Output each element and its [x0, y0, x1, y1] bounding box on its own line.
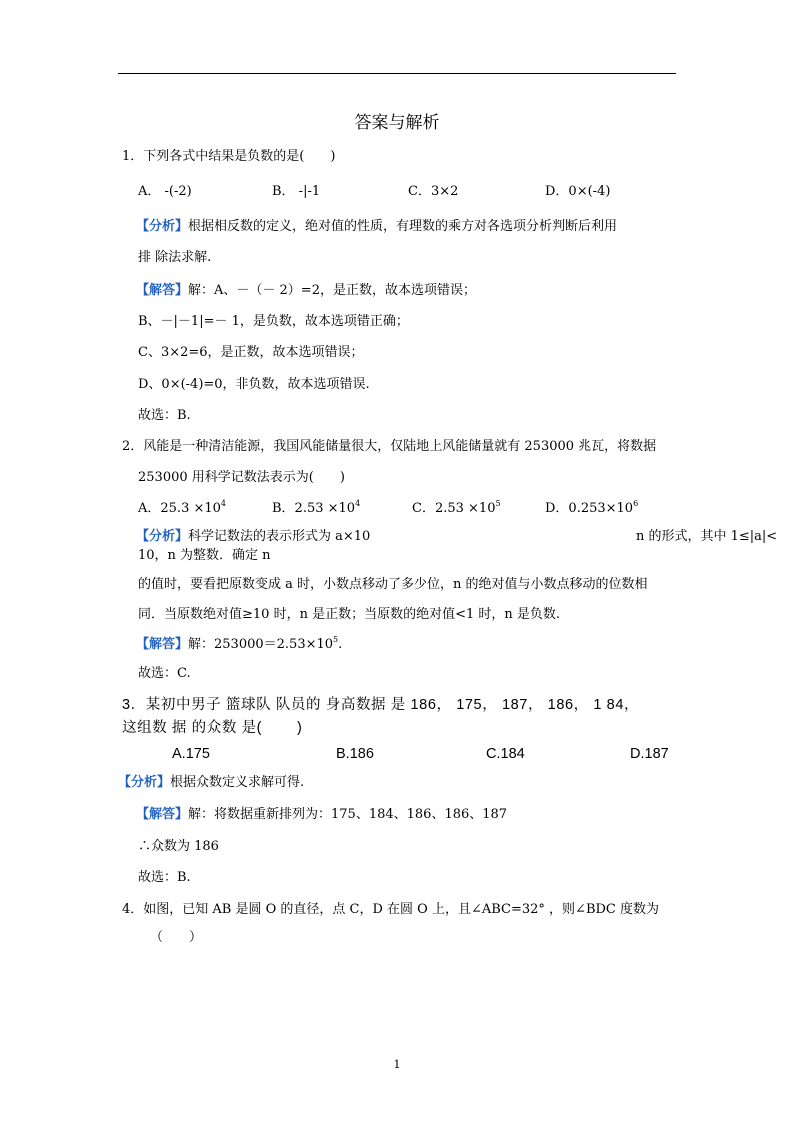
- q4-stem-1: 4．如图，已知 AB 是圆 O 的直径，点 C，D 在圆 O 上，且∠ABC=32° ，则∠BDC 度数为: [122, 902, 659, 917]
- q1-answer-text-4: D、0×(-4)=0，非负数，故本选项错误.: [138, 377, 370, 392]
- analysis-tag: 【分析】: [118, 775, 171, 790]
- q1-answer-text-3: C、3×2=6，是正数，故本选项错误；: [138, 345, 364, 360]
- answer-tag: 【解答】: [136, 807, 189, 822]
- q3-analysis: [118, 774, 304, 792]
- q2-option-a: [138, 500, 226, 518]
- q2-analysis-text-4: 同．当原数绝对值≥10 时，n 是正数；当原数的绝对值<1 时，n 是负数.: [138, 607, 561, 622]
- q2-option-a-exponent: 4: [220, 499, 226, 508]
- q2-option-d-exponent: 6: [633, 499, 639, 508]
- q2-stem-1: 2．风能是一种清洁能源，我国风能储量很大，仅陆地上风能储量就有 253000 兆瓦，将数据: [122, 439, 657, 454]
- q1-answer-text-1: 解：A、－（－ 2）=2，是正数，故本选项错误；: [188, 283, 476, 298]
- q2-analysis: [136, 528, 370, 546]
- q1-analysis: [136, 218, 617, 236]
- q2-option-b-text: B．2.53 ×10: [272, 501, 356, 516]
- q3-choice: 故选：B.: [138, 870, 191, 885]
- q1-answer-text-2: B、－|－1|=－ 1，是负数，故本选项错正确；: [138, 314, 409, 329]
- analysis-tag: 【分析】: [136, 219, 189, 234]
- q2-choice: 故选：C.: [138, 666, 191, 681]
- q3-option-d: D.187: [630, 746, 669, 762]
- analysis-tag: 【分析】: [136, 529, 189, 544]
- q3-stem-1: 3．某初中男子 篮球队 队员的 身高数据 是 186， 175， 187， 186， 1 84，: [122, 697, 640, 713]
- q3-answer-text-2: ∴众数为 186: [138, 839, 219, 854]
- answer-tag: 【解答】: [136, 637, 189, 652]
- q3-option-c: C.184: [486, 746, 525, 762]
- q1-choice: 故选：B.: [138, 408, 191, 423]
- q3-answer: [136, 806, 507, 824]
- q2-option-d: [545, 500, 638, 518]
- q3-analysis-text: 根据众数定义求解可得.: [170, 775, 305, 790]
- q2-stem-2: 253000 用科学记数法表示为( ): [138, 470, 345, 485]
- q2-option-c: [412, 500, 501, 518]
- page-title: 答案与解析: [354, 113, 440, 133]
- q2-option-a-text: A．25.3 ×10: [138, 501, 221, 516]
- q3-answer-text-1: 解：将数据重新排列为：175、184、186、186、187: [188, 807, 508, 822]
- q2-option-b-exponent: 4: [355, 499, 361, 508]
- q1-analysis-text-1: 根据相反数的定义，绝对值的性质，有理数的乘方对各选项分析判断后利用: [188, 219, 618, 234]
- q3-stem-2: 这组数 据 的众数 是( ): [122, 720, 303, 736]
- q1-answer: [136, 282, 476, 300]
- q1-analysis-text-2: 排 除法求解.: [138, 250, 212, 265]
- q3-option-a: A.175: [172, 746, 210, 762]
- q1-stem: 1．下列各式中结果是负数的是( ): [122, 149, 336, 164]
- q3-option-b: B.186: [336, 746, 374, 762]
- q1-option-b: B． -|-1: [272, 184, 321, 199]
- q2-answer: [136, 636, 342, 654]
- q2-answer-exponent: 5: [333, 635, 339, 644]
- q1-option-a: A． -(-2): [138, 184, 192, 199]
- answer-tag: 【解答】: [136, 283, 189, 298]
- q2-analysis-text-1a: 科学记数法的表示形式为 a×10: [188, 529, 371, 544]
- q2-option-b: [272, 500, 360, 518]
- q1-option-d: D．0×(-4): [545, 184, 611, 199]
- q2-answer-text: 解：253000＝2.53×10: [188, 637, 334, 652]
- q1-option-c: C．3×2: [408, 184, 459, 199]
- header-rule: [118, 73, 676, 74]
- page-number: 1: [393, 1058, 401, 1071]
- q2-analysis-text-2: 10，n 为整数．确定 n: [138, 548, 271, 563]
- q2-option-c-exponent: 5: [495, 499, 501, 508]
- q4-stem-2: （ ）: [150, 930, 203, 945]
- q2-analysis-text-3: 的值时，要看把原数变成 a 时，小数点移动了多少位，n 的绝对值与小数点移动的位数相: [138, 577, 648, 592]
- q2-option-c-text: C．2.53 ×10: [412, 501, 496, 516]
- q2-option-d-text: D．0.253×10: [545, 501, 634, 516]
- q2-answer-end: .: [338, 637, 343, 652]
- q2-analysis-text-1b: n 的形式，其中 1≤|a|<: [636, 529, 778, 544]
